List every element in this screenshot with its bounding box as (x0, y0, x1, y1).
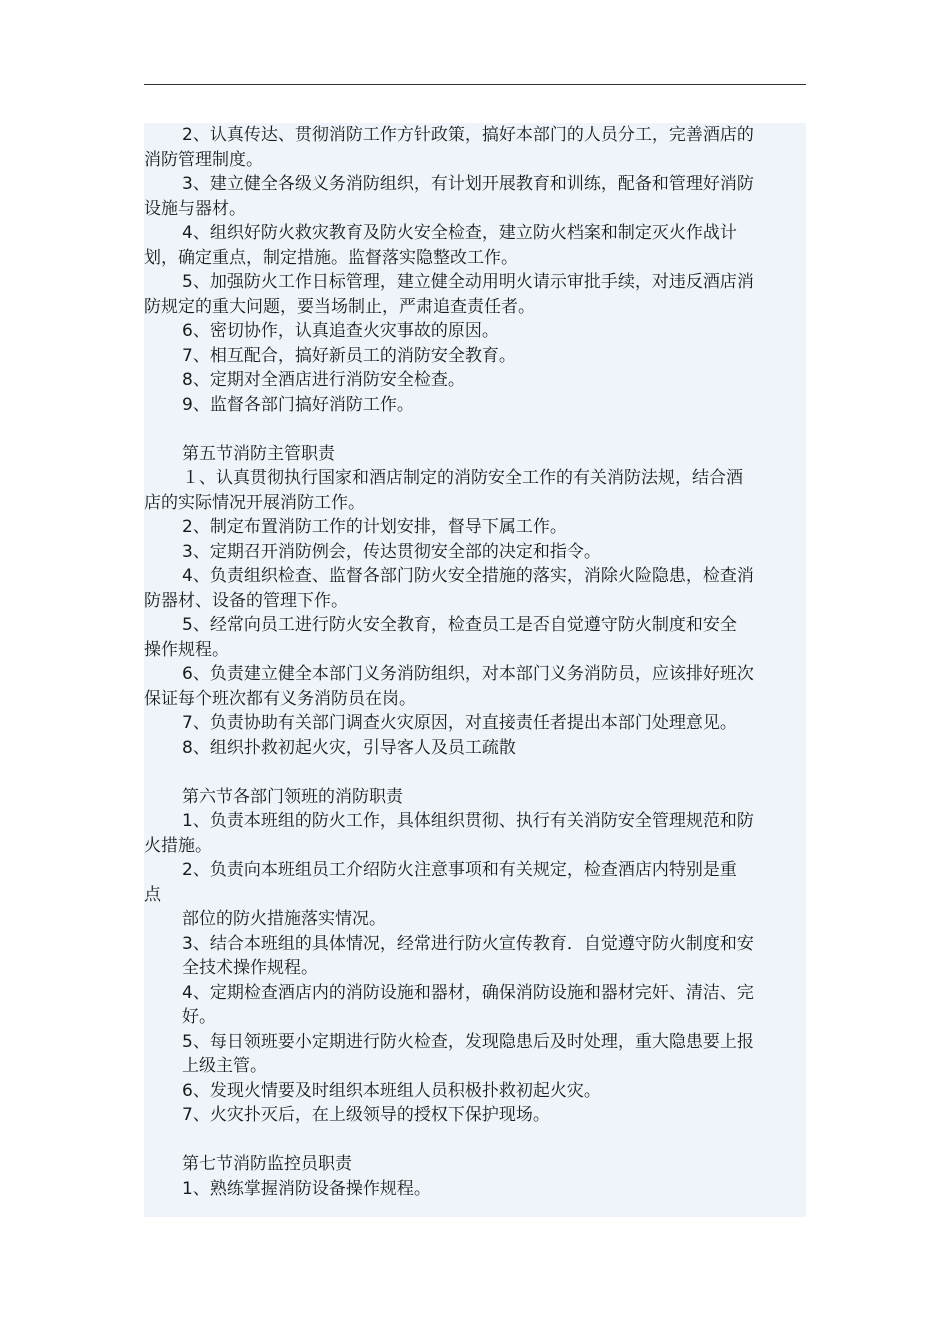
section6-list (144, 809, 806, 1128)
list-item-line: 保证每个班次都有义务消防员在岗。 (144, 688, 416, 709)
header-rule (144, 84, 806, 85)
list-item-line: 4、定期检查酒店内的消防设施和器材，确保消防设施和器材完奸、清洁、完 (182, 982, 754, 1003)
list-item-line: 6、密切协作，认真追查火灾事故的原因。 (182, 321, 499, 341)
list-item-line: 防器材、设备的管理下作。 (144, 590, 348, 611)
list-item-line: 全技术操作规程。 (182, 958, 318, 978)
list-item-line: 5、加强防火工作日标管理，建立健全动用明火请示审批手续，对违反酒店消 (182, 272, 754, 292)
list-item-line: 7、负责协助有关部门调查火灾原因，对直接责任者提出本部门处理意见。 (182, 713, 737, 733)
list-item-line: 9、监督各部门搞好消防工作。 (182, 394, 414, 415)
list-item-line: 设施与器材。 (144, 198, 246, 219)
list-item-line: 5、每日领班要小定期进行防火检查，发现隐患后及时处理，重大隐患要上报 (182, 1031, 754, 1052)
list-item-line: 1、负责本班组的防火工作，具体组织贯彻、执行有关消防安全管理规范和防 (182, 811, 754, 831)
list-item-line: 4、组织好防火救灾教育及防火安全检查，建立防火档案和制定灭火作战计 (182, 223, 737, 243)
list-item-line: 6、发现火情要及时组织本班组人员积极扑救初起火灾。 (182, 1080, 601, 1101)
list-item-line: 3、定期召开消防例会，传达贯彻安全部的决定和指令。 (182, 541, 601, 562)
section7-title: 第七节消防监控员职责 (182, 1154, 352, 1174)
list-item-line: 3、结合本班组的具体情况，经常进行防火宣传教育．自觉遵守防火制度和安 (182, 933, 754, 954)
list-item-line: 7、火灾扑灭后，在上级领导的授权下保护现场。 (182, 1105, 550, 1125)
list-item-line: 点 (144, 884, 161, 905)
section5-title: 第五节消防主管职责 (182, 443, 335, 464)
section4-list (144, 123, 806, 417)
list-item-line: 8、组织扑救初起火灾，引导客人及员工疏散 (182, 737, 516, 758)
list-item-line: 8、定期对全酒店进行消防安全检查。 (182, 370, 465, 390)
document-body (144, 123, 806, 1217)
section6-title: 第六节各部门领班的消防职责 (182, 786, 403, 807)
list-item-line: 1、熟练掌握消防设备操作规程。 (182, 1178, 431, 1199)
list-item-line: 2、认真传达、贯彻消防工作方针政策，搞好本部门的人员分工，完善酒店的 (182, 125, 754, 145)
list-item-line: １、认真贯彻执行国家和酒店制定的消防安全工作的有关消防法规，结合酒 (182, 468, 743, 488)
list-item-line: 防规定的重大问题，要当场制止，严肃追查责任者。 (144, 296, 535, 317)
list-item-line: 上级主管。 (182, 1056, 267, 1076)
list-item-line: 2、负责向本班组员工介绍防火注意事项和有关规定，检查酒店内特别是重 (182, 860, 737, 880)
list-item-line: 3、建立健全各级义务消防组织，有计划开展教育和训练，配备和管理好消防 (182, 174, 754, 194)
section-gap (144, 1128, 806, 1153)
list-item-line: 店的实际情况开展消防工作。 (144, 492, 365, 513)
list-item-line: 5、经常向员工进行防火安全教育，检查员工是否自觉遵守防火制度和安全 (182, 615, 737, 635)
list-item-line: 好。 (182, 1007, 216, 1027)
list-item-line: 部位的防火措施落实情况。 (182, 909, 386, 929)
list-item-line: 操作规程。 (144, 639, 229, 660)
list-item-line: 2、制定布置消防工作的计划安排，督导下属工作。 (182, 517, 567, 537)
list-item-line: 火措施。 (144, 835, 212, 856)
list-item-line: 7、相互配合，搞好新员工的消防安全教育。 (182, 345, 516, 366)
list-item-line: 4、负责组织检查、监督各部门防火安全措施的落实，消除火险隐患，检查消 (182, 566, 754, 586)
list-item-line: 消防管理制度。 (144, 149, 263, 170)
list-item-line: 划，确定重点，制定措施。监督落实隐整改工作。 (144, 247, 518, 268)
section5-list (144, 466, 806, 760)
list-item-line: 6、负责建立健全本部门义务消防组织，对本部门义务消防员，应该排好班次 (182, 664, 754, 684)
section-gap (144, 760, 806, 785)
section-gap (144, 417, 806, 442)
